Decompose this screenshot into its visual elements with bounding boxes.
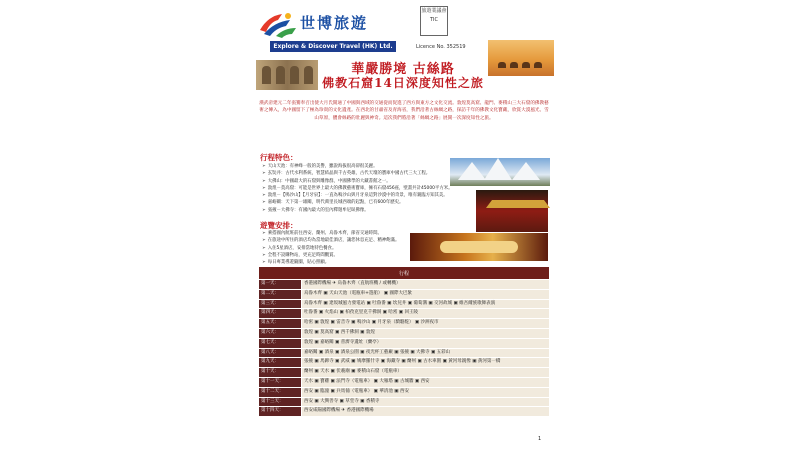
route-cell: 西安 ▣ 大興善寺 ▣ 草堂寺 ▣ 香積寺 — [302, 397, 550, 407]
list-item: ➢ 每日專業導遊隨團，貼心照顧。 — [262, 260, 330, 266]
table-row — [259, 280, 550, 290]
arrow-bullet-icon: ➢ — [262, 171, 266, 177]
day-cell: 第九天： — [259, 358, 302, 368]
table-row — [259, 338, 550, 348]
temple-photo — [476, 190, 548, 232]
route-cell: 吐魯番 ▣ 火焰山 ▣ 柏孜克里克千佛洞 ▣ 哈密 ▣ 回王陵 — [302, 309, 550, 319]
day-cell: 第七天： — [259, 338, 302, 348]
intro-paragraph: 漢武帝建元二年張騫奉召出使大月氏開通了中國與西域的交通從而促進了西方與東方之文化交流。敦煌莫高窟、龍門、麥積山三大石窟的佛教藝術之傳入，為中國留下了極為珍貴的文化遺產。在西北的甘肅省及青海省，我們沿著古絲綢之路，探訪千年的佛教文化寶藏，欣賞大漠風光、雪山草原，體會絲路的壯麗與神奇。這次我們將沿著「絲綢之路」展開一次深度知性之旅。 — [259, 101, 549, 121]
arrow-bullet-icon: ➢ — [262, 207, 266, 213]
tour-title-line2: 佛教石窟14日深度知性之旅 — [322, 76, 484, 90]
company-english-name: Explore & Discover Travel (HK) Ltd. — [270, 41, 396, 52]
list-item: ➢ 張掖－大佛寺：有國內最大的室內釋迦牟尼臥佛像。 — [262, 207, 369, 213]
day-cell: 第十二天： — [259, 387, 302, 397]
features-heading: 行程特色： — [260, 153, 298, 162]
list-item: ➢ 在旅途中所住的酒店均為當地最佳酒店，讓您休息充足、精神飽滿。 — [262, 238, 400, 244]
route-cell: 張掖 ▣ 馬蹄寺 ▣ 武威 ▣ 鳩摩羅什寺 ▣ 海藏寺 ▣ 蘭州 ▣ 古水車園 ▣ 黃河母親像 ▣ 黃河第一橋 — [302, 358, 550, 368]
company-name: 世博旅遊 — [300, 14, 369, 32]
tic-logo: 旅遊業議會 TIC — [420, 6, 448, 36]
route-cell: 西安 ▣ 臨潼 ▣ 兵馬俑（電瓶車） ▣ 華清池 ▣ 西安 — [302, 387, 550, 397]
day-cell: 第一天： — [259, 280, 302, 290]
list-item: ➢ 入住5星酒店，安排當地特色餐食。 — [262, 245, 337, 251]
snow-mountain-photo — [450, 158, 550, 186]
day-cell: 第十三天： — [259, 397, 302, 407]
tour-title-line1: 華嚴勝境 古絲路 — [351, 62, 455, 77]
route-cell: 烏魯木齊 ▣ 天山天池（電瓶車+遊船） ▣ 國際大巴紮 — [302, 289, 550, 299]
table-row — [259, 377, 550, 387]
sights-heading: 遊覽安排： — [260, 221, 298, 230]
route-cell: 西安咸陽國際機場 ✈ 香港國際機場 — [302, 407, 550, 417]
company-logo — [258, 10, 408, 56]
arrow-bullet-icon: ➢ — [262, 178, 266, 184]
list-item: ➢ 全程不設購物站，更充足時間觀賞。 — [262, 252, 338, 258]
registration-badge — [416, 4, 466, 54]
list-item: ➢ 大佛山：中國最大的石窟與雕像群，中國佛學的大藏書館之一。 — [262, 178, 391, 184]
arrow-bullet-icon: ➢ — [262, 252, 266, 258]
arrow-bullet-icon: ➢ — [262, 185, 266, 191]
arrow-bullet-icon: ➢ — [262, 200, 266, 206]
table-row — [259, 289, 550, 299]
day-cell: 第五天： — [259, 319, 302, 329]
day-cell: 第十四天： — [259, 407, 302, 417]
arrow-bullet-icon: ➢ — [262, 238, 266, 244]
day-cell: 第二天： — [259, 289, 302, 299]
route-cell: 敦煌 ▣ 莫高窟 ▣ 西千佛洞 ▣ 敦煌 — [302, 328, 550, 338]
table-row — [259, 309, 550, 319]
reclining-buddha-photo — [410, 233, 548, 261]
arrow-bullet-icon: ➢ — [262, 245, 266, 251]
day-cell: 第六天： — [259, 328, 302, 338]
features-list — [262, 163, 453, 214]
route-cell: 香港國際機場 ✈ 烏魯木齊（直航班機 / 或轉機） — [302, 280, 550, 290]
day-cell: 第十天： — [259, 368, 302, 378]
itinerary-table — [258, 266, 550, 417]
brand-mark-icon — [258, 10, 298, 38]
sights-list — [262, 230, 399, 266]
list-item: ➢ 乘搭國內航班前往西安、蘭州、烏魯木齊，節省交通時間。 — [262, 231, 382, 236]
route-cell: 烏魯木齊 ▣ 達坂城風力發電站 ▣ 吐魯番 ▣ 坎兒井 ▣ 葡萄溝 ▣ 交河故城 ▣ 維吾爾族歌舞表演 — [302, 299, 550, 309]
table-row — [259, 387, 550, 397]
route-cell: 天水 ▣ 寶雞 ▣ 法門寺（電瓶車） ▣ 大雁塔 ▣ 古城牆 ▣ 西安 — [302, 377, 550, 387]
list-item: ➢ 嘉峪關：天下第一雄關，明代萬里長城西端的起點，已有600年歷史。 — [262, 200, 404, 206]
day-cell: 第十一天： — [259, 377, 302, 387]
itinerary-header: 行程 — [259, 267, 550, 280]
table-row — [259, 407, 550, 417]
list-item: ➢ 天山天池：有神峰一般的美譽，雖說海拔很高卻很美麗。 — [262, 164, 378, 169]
table-row — [259, 358, 550, 368]
table-row — [259, 328, 550, 338]
table-row — [259, 299, 550, 309]
table-row — [259, 319, 550, 329]
day-cell: 第八天： — [259, 348, 302, 358]
day-cell: 第三天： — [259, 299, 302, 309]
arrow-bullet-icon: ➢ — [262, 231, 266, 236]
arrow-bullet-icon: ➢ — [262, 193, 266, 199]
route-cell: 嘉峪關 ▣ 酒泉 ▣ 酒泉公園 ▣ 夜光杯工藝廠 ▣ 張掖 ▣ 大佛寺 ▣ 五彩山 — [302, 348, 550, 358]
day-cell: 第四天： — [259, 309, 302, 319]
arrow-bullet-icon: ➢ — [262, 260, 266, 266]
arrow-bullet-icon: ➢ — [262, 164, 266, 169]
list-item: ➢ 敦煌－【鳴沙山】【月牙泉】：一直為鳴沙山與月牙泉這對沙漠中的奇景，唯有親臨方知其美。 — [262, 193, 448, 199]
licence-number: Licence No. 352519 — [416, 44, 466, 50]
route-cell: 敦煌 ▣ 嘉峪關 ▣ 普濟寺遺址（蘭亭） — [302, 338, 550, 348]
brochure-page — [248, 0, 558, 450]
page-number: 1 — [538, 436, 542, 442]
route-cell: 蘭州 ▣ 天水 ▣ 伏羲廟 ▣ 麥積山石窟（電瓶車） — [302, 368, 550, 378]
table-row — [259, 397, 550, 407]
list-item: ➢ 玄奘井：古代水利系統，智慧結晶與千古英雄，古代天壇的寶庫中國古代三大工程。 — [262, 171, 431, 177]
route-cell: 哈密 ▣ 敦煌 ▣ 雷音寺 ▣ 鳴沙山 ▣ 月牙泉（騎駱駝） ▣ 沙洲夜市 — [302, 319, 550, 329]
list-item: ➢ 敦煌－莫高窟：可能是世界上最大的佛教藝術寶庫，擁有石窟456座，壁畫共計45000平方米。 — [262, 185, 453, 191]
table-row — [259, 368, 550, 378]
table-row — [259, 348, 550, 358]
